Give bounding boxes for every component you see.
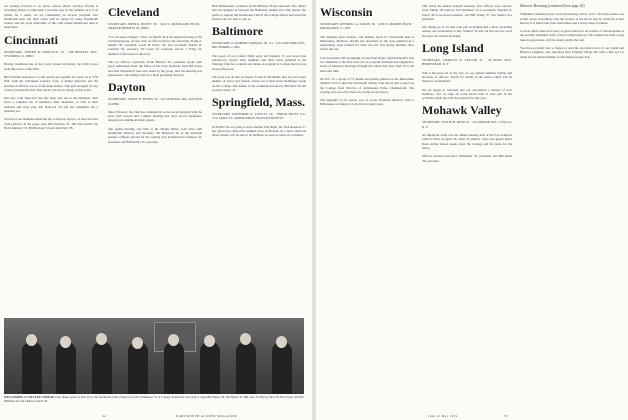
paragraph: The highlight of the season was of course President Dickey's visit to Milwaukee on January 12, the first in many years. xyxy=(320,98,414,107)
person-face xyxy=(132,337,143,349)
left-column-3 xyxy=(212,4,306,142)
paragraph: Bull Hildebrand's orchestra in the Biltmore Hotel ballroom. The dinner hall and lounges in between the Baltimore alumni and Club guests. We prefer to support the Dartmouth Club in the College dances and welcome friends who are able to join us. xyxy=(212,4,306,21)
section-continued xyxy=(422,4,512,38)
section-continued xyxy=(212,4,306,21)
section-baltimore xyxy=(212,25,306,92)
paragraph: Since February, the Club has continued its active social program with the Glee Club concert and a dinner meeting that drew record attendance among local alumni and their guests. xyxy=(108,109,202,123)
right-column-3 xyxy=(520,4,624,63)
section-continued xyxy=(4,4,98,30)
section-mohawk-valley xyxy=(422,104,512,162)
section-title: Baltimore xyxy=(212,24,264,39)
section-title: Mohawk Valley xyxy=(422,103,502,118)
section-title: Wisconsin xyxy=(320,5,373,19)
section-title: Dayton xyxy=(108,80,146,95)
section-title: Springfield, Mass. xyxy=(212,95,306,110)
issue-label: June or May 1951 xyxy=(428,414,458,418)
person-face xyxy=(60,336,71,348)
paragraph: are looking forward to an active season ahead, because Florida is becoming almost as important a vacation spot in the summer as it is in winter. As a result, we are considering an all-year program. Our Dartmouth men and their wives will be joined by many Dartmouth visitors and the good fellowship of this club makes Dartmouth men at home here. xyxy=(4,4,98,30)
person-figure xyxy=(22,342,42,394)
paragraph: Officers elected were Ross McMahon '33, president, and Bill Kline '38, secretary. xyxy=(422,154,512,163)
section-dateline: SECRETARY, CHARLES H. TAYLOR '31 · 18 ROXY AVE., HEMPSTEAD, N. Y. xyxy=(422,58,512,67)
paragraph: Having weathered one of the worst winters in history, the Club's news from this area is rather thin. xyxy=(4,62,98,71)
paragraph: The report of our Ladies Night party on February 15 was more than satisfactory. Nearly sixty members and their wives gathered at the Elkridge Club for cocktails and dinner. A program of College movies was shown afterward. xyxy=(212,53,306,71)
right-page xyxy=(316,0,628,420)
continued-heading: Hanover Browsing (continued from page 20) xyxy=(520,4,585,8)
paragraph: Our new Club Directory has just been sent out to the members. This gives a complete list of members, their addresses, as well as their business and class year. Mr. Hancock '34 and his committee did a splendid job. xyxy=(4,96,98,114)
section-wisconsin xyxy=(320,6,414,107)
left-column-1 xyxy=(4,4,98,134)
paragraph: Bill Portman announced a joint spring get-together for April 14 at 3:30 P.M. with the Cincinnati Country Club. A dinner followed and the election of officers was to be the main feature, with golf arranged for any of those braving the first. Bob Taylor '34 was in charge of this event. xyxy=(4,74,98,92)
paragraph: "For old sakes changes." Thus, on March 30 at the annual meeting of the Cleveland group, on new slate of officers held to the following: Frank A. Martin '38, president; Louis H. Kirby '34, vice president; Robert B. Canfield '32, secretary; Vic Gates '25, treasurer; and R. J. Wing '23, member of the board of directors. xyxy=(108,34,202,56)
person-face xyxy=(204,335,215,347)
paragraph: The party was all that we hoped. A total of 28 alumni, plus an even larger number of wives and friends, turned out to hear Dean Neidlinger speak on the College. Our thanks to the committee headed by Bill Bell '38 and George Lipsey '41. xyxy=(212,74,306,92)
section-dateline: SECRETARY, WENDELL A. EATON '39 · 4130 N. MORRIS BLVD. · MILWAUKEE 11, WIS. xyxy=(320,22,414,31)
person-figure xyxy=(236,342,256,394)
caption-lead: WELCOMING A COLLEGE VISITOR xyxy=(4,395,54,399)
photo-caption xyxy=(4,396,304,403)
section-dateline: SECRETARY, JOSEPH R. HANCOCK '34 · 448 HOWELL AVE., WYOMING 15, OHIO xyxy=(4,49,98,59)
caption-text: at the dinner given on Feb. 16 by the Dartmouth Club of Dayton for Bob Fedkinson '51 of College dormitories were (left to right) Bill Hynes '30, Jim Hynes '31, Bill Gale '33, Harvey Bolt '35, Bob Taylor '40, Bob Huffman '42, and Charles Carrick '56. xyxy=(4,395,305,403)
paragraph: An important event was the dinner meeting held at the Fort Schuyler Club in Utica on April 20, when 35 alumni, wives and guests heard Dean Arthur Jensen speak about the College and the plans for the future. xyxy=(422,133,512,150)
section-cleveland xyxy=(108,6,202,77)
paragraph: PLEASE! We are going to have another Fun Night. Dr. Paul Rondeau '11 has graciously offered his summer place in Monson for a more elaborate affair. Details will be sent to all members as soon as plans are complete. xyxy=(212,124,306,138)
paragraph: Vilhjalmur Stefansson has a most interesting article, and a vital and serious one at that, about everything. Like the reviews of the Arctic lore by which he is best known, it is filled with wide observation and a lively sense of humor. xyxy=(520,12,624,25)
left-page xyxy=(0,0,312,420)
paragraph: A book which must have been of great interest to all readers of this magazine is the recently published study of the College's history. The volume has been a long time in preparation, and the results justify the wait. xyxy=(520,29,624,42)
right-column-1 xyxy=(320,4,414,111)
page-number: 34 xyxy=(102,414,106,418)
paragraph: Last November, Bill Konkright '32 and Paul Payne '36 (Dartmouth's first two freshmen of the fall) took over as program chairmen and organized a series of luncheon meetings through the winter that drew from 25 to 40 men each time. xyxy=(320,55,414,73)
left-column-2 xyxy=(108,4,202,148)
person-figure xyxy=(92,342,112,394)
section-title: Cincinnati xyxy=(4,32,59,47)
paragraph: You have probably had a chance to read the excellent novel by our friend and Hanover neighbor, who describes New England village life with a fine eye for detail and an understanding of what makes people tick. xyxy=(520,46,624,59)
person-face xyxy=(96,333,107,345)
section-title: Cleveland xyxy=(108,5,160,19)
person-face xyxy=(26,334,37,346)
paragraph: The sleeping giant awakes... On Sunday, April 15, Dartmouth men in Milwaukee, Madison, Racine and elsewhere in the state gathered in a surprisingly large turnout for what was the first spring meeting since before the war. xyxy=(320,34,414,52)
paragraph: This being the annual banquet meeting, new officers were elected. Gene Marsh '28 replaces Ted Wollman '35 as president; Wendell A. Eaton '39 is secretary-treasurer; and Bill Young '37 was named vice president. xyxy=(422,4,512,21)
paragraph: On Feb. 15, a group of 73 alumni and guests gathered at the Milwaukee Athletic Club to hear the Dartmouth Outing Club movie and a report on the College from Director of Admissions Eddie Chamberlain. The evening was one of the most successful in our history. xyxy=(320,76,414,94)
person-figure xyxy=(56,342,76,394)
paragraph: June 6 has been set as the date for our annual Summer Outing and elections of officers. Watch for details in the notice which will be mailed to all members. xyxy=(422,70,512,84)
magazine-name: DARTMOUTH ALUMNI MAGAZINE xyxy=(176,414,238,418)
section-title: Long Island xyxy=(422,41,484,56)
section-dateline: SECRETARY, WINTHROP A. LOVETT '43 · UNION TRUST CO., 1351 MAIN ST., SPRINGFIELD, MASSACHUSETTS xyxy=(212,112,306,121)
person-figure xyxy=(128,342,148,394)
paragraph: The spring meeting was held at the Miami Valley Golf Club with Dartmouth Director and Secretary Sid Hayward '26 as the principal speaker. Officers elected for the coming year include Dave Johnson '32, president, and Bill Keller '35, secretary. xyxy=(108,126,202,144)
person-figure xyxy=(164,342,184,394)
person-figure xyxy=(200,342,220,394)
page-number: 35 xyxy=(504,414,508,418)
right-column-2 xyxy=(422,4,512,167)
section-dateline: SECRETARY, JOHN K. BUSEY '39 · 3410 S. MORELAND BLVD. · SHAKER HEIGHTS 20, OHIO xyxy=(108,22,202,31)
section-hanover-browsing xyxy=(520,4,624,59)
group-photo xyxy=(4,318,304,394)
person-face xyxy=(276,336,287,348)
paragraph: Our thanks go to all who took part in making this a most rewarding season, and particularly to Ray Schmitt '32 who for the last two years has been our tireless president. xyxy=(422,25,512,38)
section-dayton xyxy=(108,81,202,144)
person-face xyxy=(168,334,179,346)
section-cincinnati xyxy=(4,34,98,130)
paragraph: Several of our members made the trip to Dayton, April 2, to hear the Glee Club perform. In the group were Bill Portman '31, Jim Jack Parker '34, Bob Linkletter '33, Bill Borland '34 and John Hart '38. xyxy=(4,117,98,130)
section-springfield xyxy=(212,96,306,137)
section-dateline: SECRETARY, JUSTIN H. RYAN '41 · 16 GORDON AVE., UTICA 4, N. Y. xyxy=(422,120,512,129)
person-face xyxy=(240,333,251,345)
paragraph: The old officers, especially Frank Ballock '30, president, spoke with great enthusiasm about the future of the Club. Remarks from Bill Gates and Jack Vanderhoof were also heard by the group, then the meeting was adjourned to the dining room for a most gratifying steak fry. xyxy=(108,60,202,77)
section-long-island xyxy=(422,42,512,100)
section-dateline: SECRETARY, D. ROBERT YARNALL JR. '41 · 219 GUILFORD AVE., BALTIMORE 2, MD. xyxy=(212,41,306,50)
section-dateline: SECRETARY, JAMES W. HYNES '30 · 310 GUNCKEL RD., DAYTON 9, OHIO xyxy=(108,97,202,106)
paragraph: We are happy to welcome into our association a number of new members, and we urge all Long Island men to take part in the activities which the Club has planned for this year. xyxy=(422,87,512,101)
person-figure xyxy=(272,342,292,394)
